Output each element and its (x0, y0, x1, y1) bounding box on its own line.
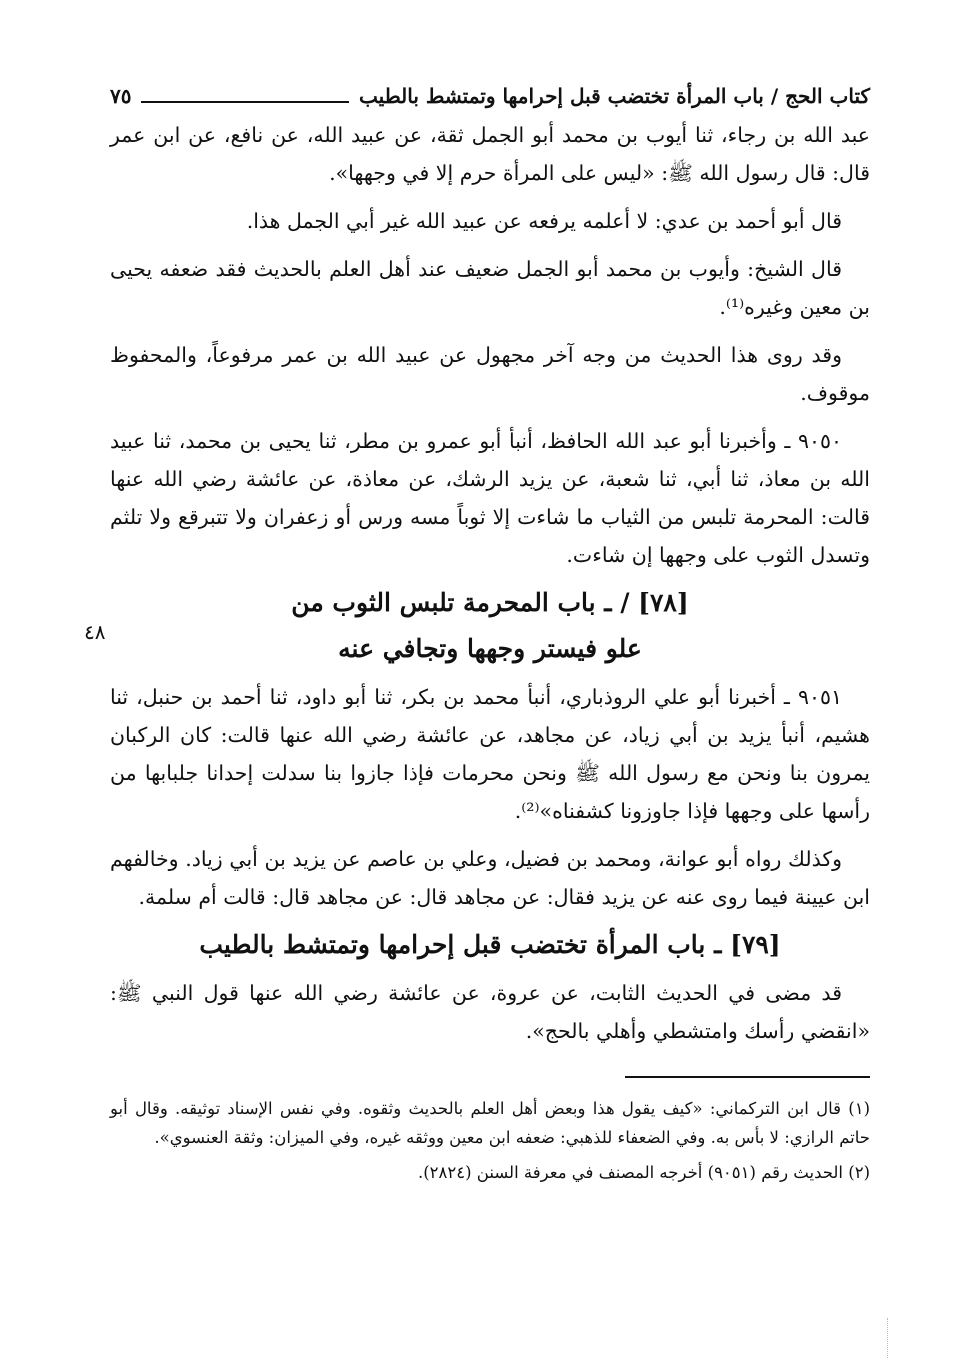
header-title: كتاب الحج / باب المرأة تختضب قبل إحرامها وتمتشط بالطيب (359, 84, 870, 108)
chapter-heading-78-line-2: علو فيستر وجهها وتجافي عنه (338, 634, 642, 663)
footnotes (110, 1094, 870, 1187)
margin-page-ref: ٤٨ (84, 620, 106, 644)
header-rule (141, 101, 349, 103)
document-page (110, 76, 870, 1187)
paragraph-7: وكذلك رواه أبو عوانة، ومحمد بن فضيل، وعلي بن عاصم عن يزيد بن أبي زياد. وخالفهم ابن عيينة فيما روى عنه عن يزيد فقال: عن مجاهد قال: عن مجاهد قال: قالت أم سلمة. (110, 847, 870, 909)
hadith-9051: ٩٠٥١ ـ أخبرنا أبو علي الروذباري، أنبأ محمد بن بكر، ثنا أبو داود، ثنا أحمد بن حنبل، ثنا هشيم، أنبأ يزيد بن أبي زياد، عن مجاهد، عن عائشة رضي الله عنها قالت: كان الركبان يمرون بنا ونحن مع رسول الله ﷺ ونحن محرمات فإذا جازوا بنا سدلت إحدانا جلبابها من رأسها على وجهها فإذا جاوزونا كشفناه»⁽²⁾. (110, 685, 870, 823)
paragraph-1: عبد الله بن رجاء، ثنا أيوب بن محمد أبو الجمل ثقة، عن عبيد الله، عن نافع، عن ابن عمر قال: قال رسول الله ﷺ: «ليس على المرأة حرم إلا في وجهها». (110, 123, 870, 185)
paragraph-2: قال أبو أحمد بن عدي: لا أعلمه يرفعه عن عبيد الله غير أبي الجمل هذا. (246, 209, 842, 233)
paragraph-4: وقد روى هذا الحديث من وجه آخر مجهول عن عبيد الله بن عمر مرفوعاً، والمحفوظ موقوف. (110, 343, 870, 405)
footnote-rule (625, 1076, 870, 1078)
edge-mark (887, 1318, 890, 1358)
hadith-9050: ٩٠٥٠ ـ وأخبرنا أبو عبد الله الحافظ، أنبأ أبو عمرو بن مطر، ثنا يحيى بن محمد، ثنا عبيد الله بن معاذ، ثنا أبي، ثنا شعبة، عن يزيد الرشك، عن معاذة، عن عائشة رضي الله عنها قالت: المحرمة تلبس من الثياب ما شاءت إلا ثوباً مسه ورس أو زعفران ولا تتبرقع ولا تلثم وتسدل الثوب على وجهها إن شاءت. (110, 429, 870, 567)
chapter-heading-78-line-1: [٧٨] / ـ باب المحرمة تلبس الثوب من (291, 588, 689, 617)
chapter-heading-79: [٧٩] ـ باب المرأة تختضب قبل إحرامها وتمتشط بالطيب (199, 930, 781, 959)
running-head (110, 76, 870, 116)
chapter-heading-78 (110, 580, 870, 672)
paragraph-8: قد مضى في الحديث الثابت، عن عروة، عن عائشة رضي الله عنها قول النبي ﷺ: «انقضي رأسك وامتشطي وأهلي بالحج». (110, 981, 870, 1043)
page-number: ٧٥ (110, 84, 132, 108)
paragraph-3: قال الشيخ: وأيوب بن محمد أبو الجمل ضعيف عند أهل العلم بالحديث فقد ضعفه يحيى بن معين وغيره⁽¹⁾. (110, 257, 870, 319)
footnote-1: (١) قال ابن التركماني: «كيف يقول هذا وبعض أهل العلم بالحديث وثقوه. وفي نفس الإسناد توثيقه. وقال أبو حاتم الرازي: لا بأس به. وفي الضعفاء للذهبي: ضعفه ابن معين ووثقه غيره، وفي الميزان: وثقة العنسوي». (110, 1099, 870, 1147)
footnote-2: (٢) الحديث رقم (٩٠٥١) أخرجه المصنف في معرفة السنن (٢٨٢٤). (417, 1163, 870, 1182)
